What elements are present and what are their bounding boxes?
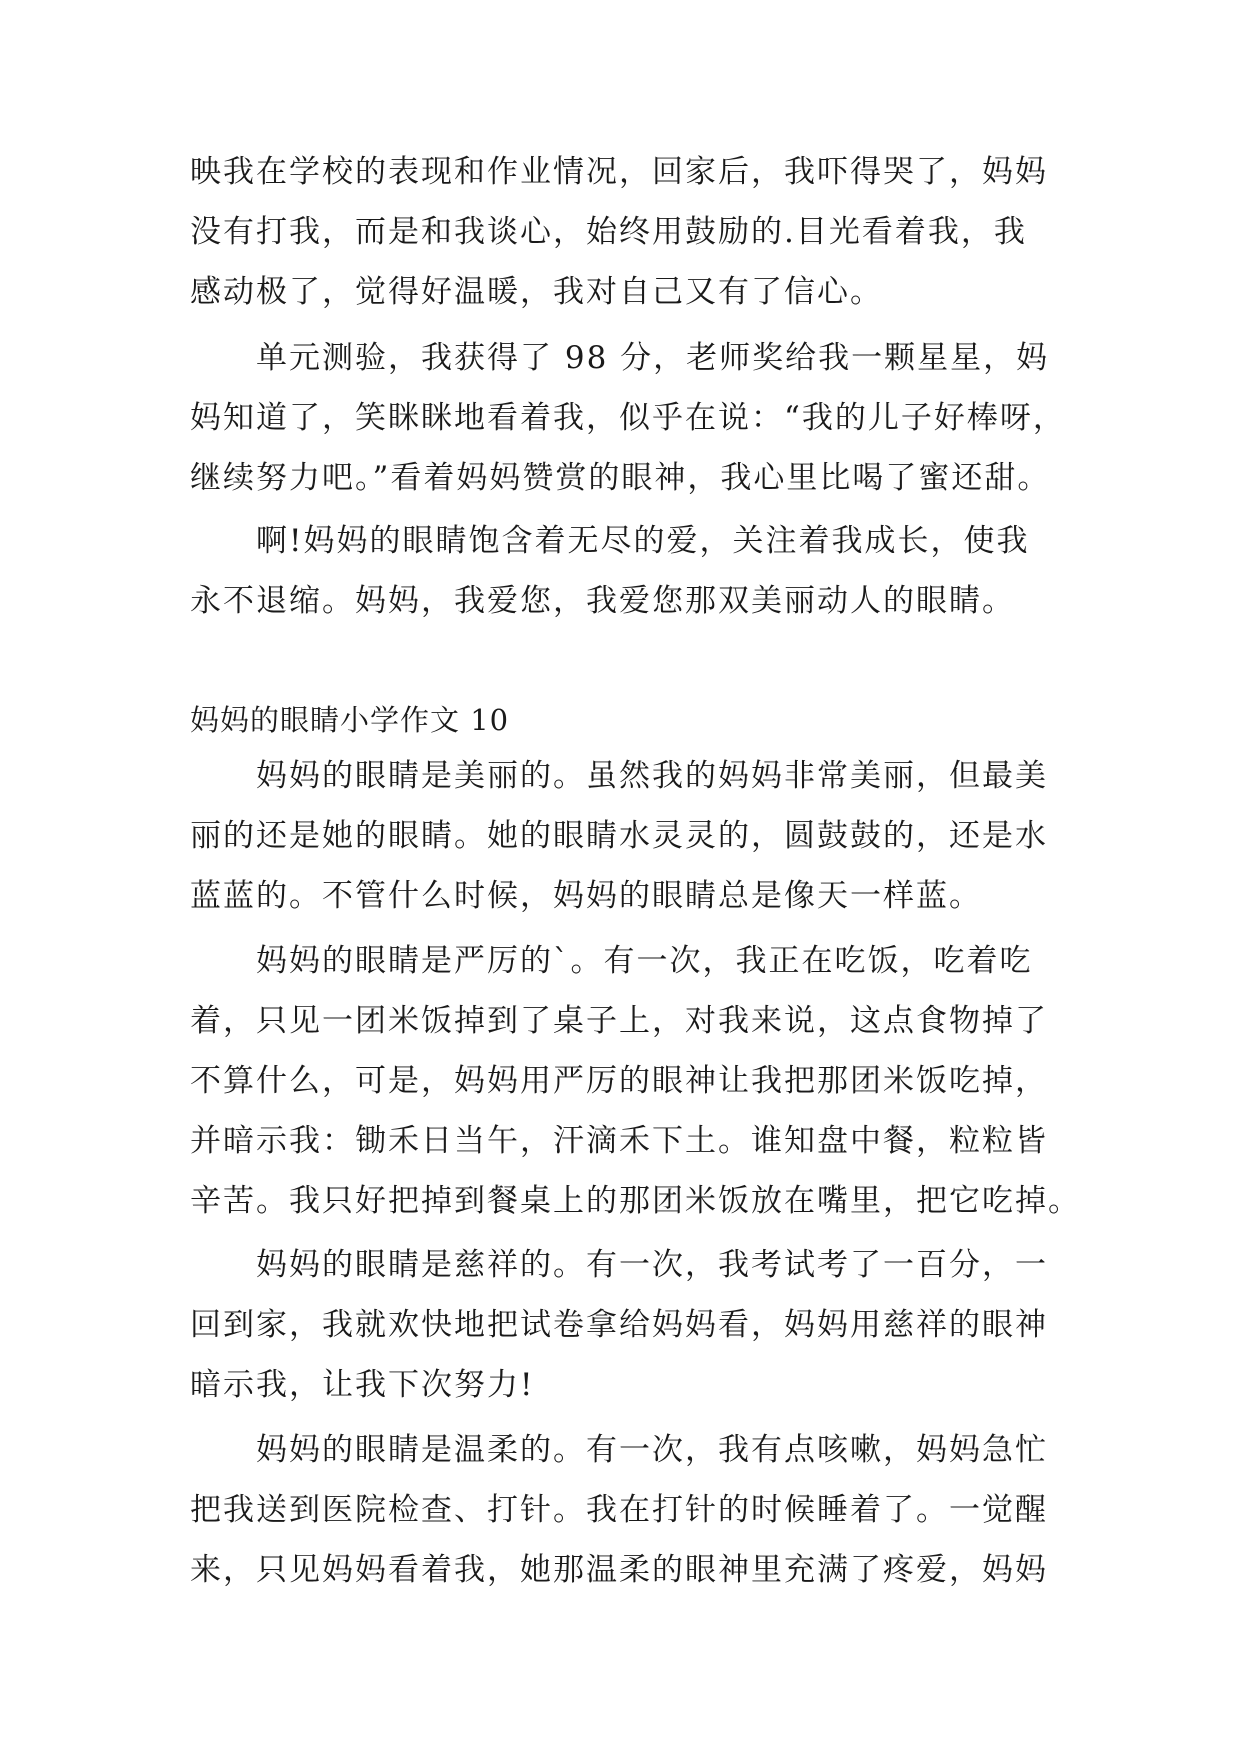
paragraph-line: 继续努力吧。”看着妈妈赞赏的眼神，我心里比喝了蜜还甜。 <box>190 460 1051 496</box>
paragraph-line: 并暗示我：锄禾日当午，汗滴禾下土。谁知盘中餐，粒粒皆 <box>190 1123 1048 1159</box>
paragraph-line: 着，只见一团米饭掉到了桌子上，对我来说，这点食物掉了 <box>190 1003 1048 1039</box>
paragraph-line: 永不退缩。妈妈，我爱您，我爱您那双美丽动人的眼睛。 <box>190 583 1015 619</box>
paragraph-line: 暗示我，让我下次努力! <box>190 1367 535 1403</box>
paragraph-line: 妈妈的眼睛是温柔的。有一次，我有点咳嗽，妈妈急忙 <box>256 1432 1048 1468</box>
paragraph-line: 不算什么，可是，妈妈用严厉的眼神让我把那团米饭吃掉， <box>190 1063 1048 1099</box>
paragraph-line: 妈妈的眼睛是严厉的`。有一次，我正在吃饭，吃着吃 <box>256 943 1033 979</box>
paragraph-line: 蓝蓝的。不管什么时候，妈妈的眼睛总是像天一样蓝。 <box>190 878 982 914</box>
paragraph-line: 感动极了，觉得好温暖，我对自己又有了信心。 <box>190 274 883 310</box>
paragraph-line: 辛苦。我只好把掉到餐桌上的那团米饭放在嘴里，把它吃掉。 <box>190 1183 1081 1219</box>
paragraph-line: 妈妈的眼睛是美丽的。虽然我的妈妈非常美丽，但最美 <box>256 758 1048 794</box>
paragraph-line: 没有打我，而是和我谈心，始终用鼓励的.目光看着我，我 <box>190 214 1027 250</box>
paragraph-line: 来，只见妈妈看着我，她那温柔的眼神里充满了疼爱，妈妈 <box>190 1552 1048 1588</box>
paragraph-line: 回到家，我就欢快地把试卷拿给妈妈看，妈妈用慈祥的眼神 <box>190 1307 1048 1343</box>
paragraph-line: 丽的还是她的眼睛。她的眼睛水灵灵的，圆鼓鼓的，还是水 <box>190 818 1048 854</box>
paragraph-line: 把我送到医院检查、打针。我在打针的时候睡着了。一觉醒 <box>190 1492 1048 1528</box>
paragraph-line: 妈知道了，笑眯眯地看着我，似乎在说：“我的儿子好棒呀， <box>190 400 1066 436</box>
section-title: 妈妈的眼睛小学作文 10 <box>190 703 510 737</box>
paragraph-line: 单元测验，我获得了 98 分，老师奖给我一颗星星，妈 <box>256 340 1050 376</box>
paragraph-line: 啊!妈妈的眼睛饱含着无尽的爱，关注着我成长，使我 <box>256 523 1030 559</box>
paragraph-line: 映我在学校的表现和作业情况，回家后，我吓得哭了，妈妈 <box>190 154 1048 190</box>
paragraph-line: 妈妈的眼睛是慈祥的。有一次，我考试考了一百分，一 <box>256 1247 1048 1283</box>
